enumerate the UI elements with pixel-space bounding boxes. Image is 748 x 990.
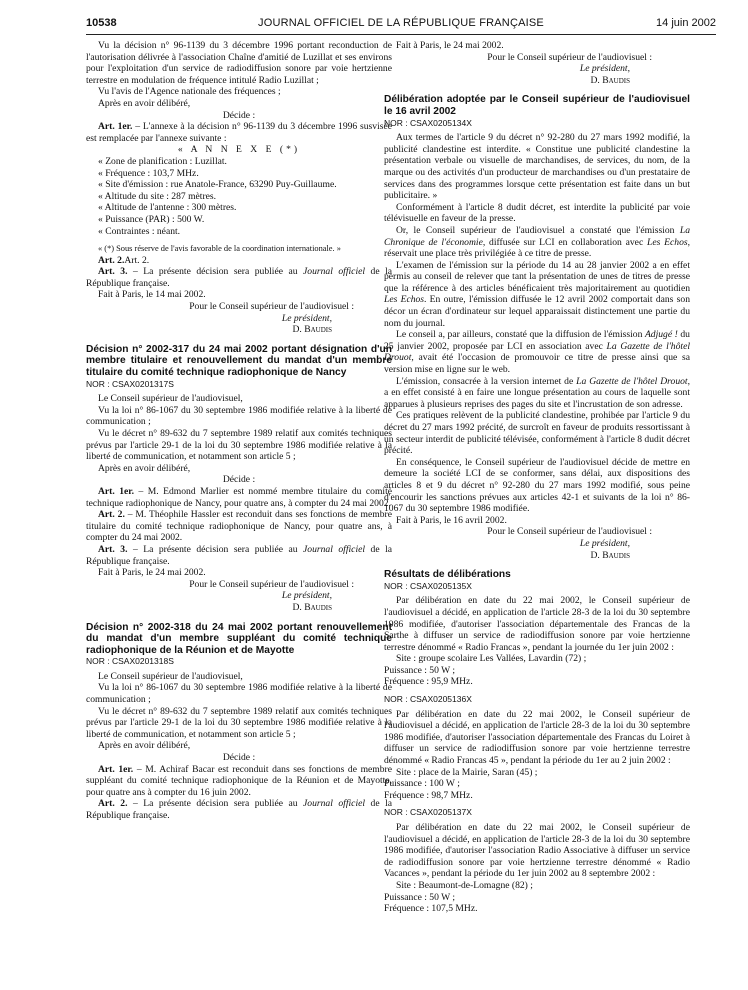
paragraph: Conformément à l'article 8 dudit décret, est interdite la publicité par voie télévisuelle en faveur de la presse. [384, 201, 690, 225]
decision-318-title: Décision n° 2002-318 du 24 mai 2002 portant renouvellement du mandat d'un membre suppléant du comité technique radiophonique de la Réunion et de Mayotte [86, 621, 392, 656]
signature-title: Le président, [281, 312, 332, 324]
decide-heading: Décide : [222, 752, 256, 764]
paragraph: L'examen de l'émission sur la période du 14 au 28 janvier 2002 a en effet permis au conseil de relever que tant la présentation de unes de titres de presse que la référence à des articles bénéficaient très majoritairement au quotidien Les Echos. En outre, l'émission diffusée le 12 avril 2002 comportait dans son décor un écran d'ordinateur sur lequel apparaissait distinctement une partie du nom du journal. [384, 259, 690, 329]
paragraph: Vu le décret n° 89-632 du 7 septembre 1989 relatif aux comités techniques prévus par l'article 29-1 de la loi du 30 septembre 1986 modifiée relative à la liberté de communication, et notamment son article 5 ; [86, 705, 392, 740]
paragraph: Le Conseil supérieur de l'audiovisuel, [98, 393, 243, 405]
article: Art. 2. – M. Théophile Hassler est reconduit dans ses fonctions de membre titulaire du comité technique radiophonique de Nancy, pour quatre ans, à compter du 24 mai 2002. [86, 509, 392, 544]
paragraph: Par délibération en date du 22 mai 2002, le Conseil supérieur de l'audiovisuel a décidé, en application de l'article 28-3 de la loi du 30 septembre 1986 modifiée, d'autoriser l'association Radio Associative à diffuser un service de radiodiffusion sonore par voie hertzienne terrestre dénommé « Radio Vacances », pendant la période du 1er juin 2002 au 8 septembre 2002 : [384, 822, 690, 880]
power-line: Puissance : 100 W ; [384, 778, 460, 790]
place-date: Fait à Paris, le 16 avril 2002. [396, 514, 507, 526]
nor-reference: NOR : CSAX0201318S [86, 656, 174, 667]
signature-name: D. Baudis [590, 549, 630, 561]
deliberation-title: Délibération adoptée par le Conseil supérieur de l'audiovisuel le 16 avril 2002 [384, 94, 690, 117]
journal-title: JOURNAL OFFICIEL DE LA RÉPUBLIQUE FRANÇAISE [258, 17, 544, 29]
annexe-item: « Contraintes : néant. [98, 225, 181, 237]
paragraph: Or, le Conseil supérieur de l'audiovisuel a constaté que l'émission La Chronique de l'économie, diffusée sur LCI en collaboration avec Les Echos, réservait une place très privilégiée à ce titre de presse. [384, 224, 690, 260]
site-line: Site : place de la Mairie, Saran (45) ; [396, 766, 538, 778]
place-date: Fait à Paris, le 24 mai 2002. [98, 567, 206, 579]
nor-reference: NOR : CSAX0205134X [384, 117, 472, 128]
nor-reference: NOR : CSAX0205135X [384, 580, 472, 591]
paragraph: Après en avoir délibéré, [98, 462, 191, 474]
decide-heading: Décide : [222, 109, 256, 121]
power-line: Puissance : 50 W ; [384, 891, 456, 903]
signature-line: Pour le Conseil supérieur de l'audiovisuel : [189, 301, 354, 313]
site-line: Site : Beaumont-de-Lomagne (82) ; [396, 879, 533, 891]
paragraph: Vu l'avis de l'Agence nationale des fréquences ; [98, 86, 281, 98]
paragraph: Le Conseil supérieur de l'audiovisuel, [98, 670, 243, 682]
article-label: Art. 1er. [98, 121, 133, 133]
page-header [86, 14, 716, 35]
signature-name: D. Baudis [590, 74, 630, 86]
left-column [86, 40, 392, 822]
paragraph: Vu la loi n° 86-1067 du 30 septembre 1986 modifiée relative à la liberté de communication ; [86, 404, 392, 428]
annexe-item: « Zone de planification : Luzillat. [98, 155, 227, 167]
annexe-item: « Fréquence : 103,7 MHz. [98, 167, 199, 179]
signature-title: Le président, [579, 63, 630, 75]
annexe-item: « Altitude du site : 287 mètres. [98, 190, 217, 202]
paragraph: L'émission, consacrée à la version internet de La Gazette de l'hôtel Drouot, a en effet consisté à en faire une longue présentation au cours de laquelle sont apparues à plusieurs reprises des pages du site et l'incrustation de son adresse. [384, 375, 691, 410]
right-column [384, 40, 690, 915]
signature-line: Pour le Conseil supérieur de l'audiovisuel : [487, 51, 652, 63]
paragraph: Ces pratiques relèvent de la publicité clandestine, prohibée par l'article 9 du décret du 27 mars 1992 précité, de surcroît en faveur de produits ressortissant à un secteur interdit de publicité télévisée, conformément à l'article 8 dudit décret précité. [384, 410, 690, 457]
nor-reference: NOR : CSAX0205136X [384, 694, 472, 705]
results-title: Résultats de délibérations [384, 569, 511, 581]
power-line: Puissance : 50 W ; [384, 664, 456, 676]
nor-reference: NOR : CSAX0205137X [384, 807, 472, 818]
signature-title: Le président, [579, 537, 630, 549]
annexe-note: « (*) Sous réserve de l'avis favorable de la coordination internationale. » [98, 244, 341, 254]
annexe-heading: « A N N E X E (*) [177, 144, 301, 156]
article: Art. 3. – La présente décision sera publiée au Journal officiel de la République française. [86, 266, 393, 289]
paragraph: Aux termes de l'article 9 du décret n° 92-280 du 27 mars 1992 modifié, la publicité clandestine est interdite. « Constitue une publicité clandestine la présentation verbale ou visuelle de marchandises, de services, du nom, de la marque ou des activités d'un producteur de marchandises ou d'un prestataire de services dans des programmes lorsque cette présentation est faite dans un but publicitaire. » [384, 132, 690, 202]
signature-name: D. Baudis [292, 601, 332, 613]
annexe-item: « Puissance (PAR) : 500 W. [98, 213, 205, 225]
issue-date: 14 juin 2002 [656, 17, 716, 29]
place-date: Fait à Paris, le 14 mai 2002. [98, 289, 206, 301]
place-date: Fait à Paris, le 24 mai 2002. [396, 40, 504, 51]
paragraph: Après en avoir délibéré, [98, 740, 191, 752]
nor-reference: NOR : CSAX0201317S [86, 378, 174, 389]
signature-line: Pour le Conseil supérieur de l'audiovisuel : [487, 526, 652, 538]
article: Art. 2. – La présente décision sera publiée au Journal officiel de la République française. [86, 798, 393, 821]
page-number: 10538 [86, 17, 117, 29]
frequency-line: Fréquence : 98,7 MHz. [384, 789, 473, 801]
article: Art. 2.Art. 2. [98, 254, 150, 266]
signature-name: D. Baudis [292, 324, 332, 336]
article: Art. 3. – La présente décision sera publiée au Journal officiel de la République française. [86, 543, 393, 567]
frequency-line: Fréquence : 107,5 MHz. [384, 903, 478, 915]
article: Art. 1er. – M. Achiraf Bacar est reconduit dans ses fonctions de membre suppléant du comité technique radiophonique de la Réunion et de Mayotte, pour quatre ans à compter du 16 juin 2002. [86, 763, 393, 798]
paragraph: Par délibération en date du 22 mai 2002, le Conseil supérieur de l'audiovisuel a décidé, en application de l'article 28-3 de la loi du 30 septembre 1986 modifiée, d'autoriser l'association départementale des Francas de la Sarthe à diffuser un service de radiodiffusion sonore par voie hertzienne terrestre dénommé « Radio Francas », pendant la journée du 1er juin 2002 : [384, 595, 690, 653]
article: Art. 1er. – M. Edmond Marlier est nommé membre titulaire du comité technique radiophonique de Nancy, pour quatre ans, à compter du 24 mai 2002. [86, 485, 392, 509]
paragraph: Par délibération en date du 22 mai 2002, le Conseil supérieur de l'audiovisuel a décidé, en application de l'article 28-3 de la loi du 30 septembre 1986 modifiée, d'autoriser l'association départementale des Francas du Loiret à diffuser un service de radiodiffusion sonore par voie hertzienne terrestre dénommé « Radio Francas 45 », pendant la période du 1er au 2 juin 2002 : [384, 708, 690, 767]
paragraph: Vu la loi n° 86-1067 du 30 septembre 1986 modifiée relative à la liberté de communication ; [86, 682, 392, 706]
site-line: Site : groupe scolaire Les Vallées, Lavardin (72) ; [396, 653, 587, 665]
paragraph: Le conseil a, par ailleurs, constaté que la diffusion de l'émission Adjugé ! du 25 janvier 2002, proposée par LCI en association avec La Gazette de l'hôtel Drouot, avait été l'occasion de promouvoir ce titre de presse ainsi que sa version mise en ligne sur le web. [384, 329, 690, 376]
annexe-item: « Altitude de l'antenne : 300 mètres. [98, 202, 237, 214]
signature-title: Le président, [281, 590, 332, 602]
article: Art. 1er. – L'annexe à la décision n° 96-1139 du 3 décembre 1996 susvisée est remplacée par l'annexe suivante : [86, 121, 393, 144]
decision-317-title: Décision n° 2002-317 du 24 mai 2002 portant désignation d'un membre titulaire et renouvellement du mandat d'un membre titulaire du comité technique radiophonique de Nancy [86, 343, 392, 379]
paragraph: Vu le décret n° 89-632 du 7 septembre 1989 relatif aux comités techniques prévus par l'article 29-1 de la loi du 30 septembre 1986 modifiée relative à la liberté de communication, et notamment son article 5 ; [86, 428, 392, 463]
decide-heading: Décide : [222, 474, 256, 486]
annexe-item: « Site d'émission : rue Anatole-France, 63290 Puy-Guillaume. [98, 179, 337, 191]
paragraph: Après en avoir délibéré, [98, 97, 191, 109]
paragraph: En conséquence, le Conseil supérieur de l'audiovisuel décide de mettre en demeure la société LCI de se conformer, sans délai, aux dispositions des articles 8 et 9 du décret n° 92-280 du 27 mars 1992 modifié, sous peine d'encourir les sanctions prévues aux articles 42-1 et suivants de la loi n° 86-1067 du 30 septembre 1986 modifiée. [384, 456, 690, 515]
paragraph: Vu la décision n° 96-1139 du 3 décembre 1996 portant reconduction de l'autorisation délivrée à l'association Chaîne d'amitié de Luzillat et ses environs pour l'exploitation d'un service de radiodiffusion sonore par voie hertzienne terrestre en modulation de fréquence intitulé Radio Luzillat ; [86, 40, 392, 86]
signature-line: Pour le Conseil supérieur de l'audiovisuel : [189, 578, 354, 590]
frequency-line: Fréquence : 95,9 MHz. [384, 676, 473, 688]
